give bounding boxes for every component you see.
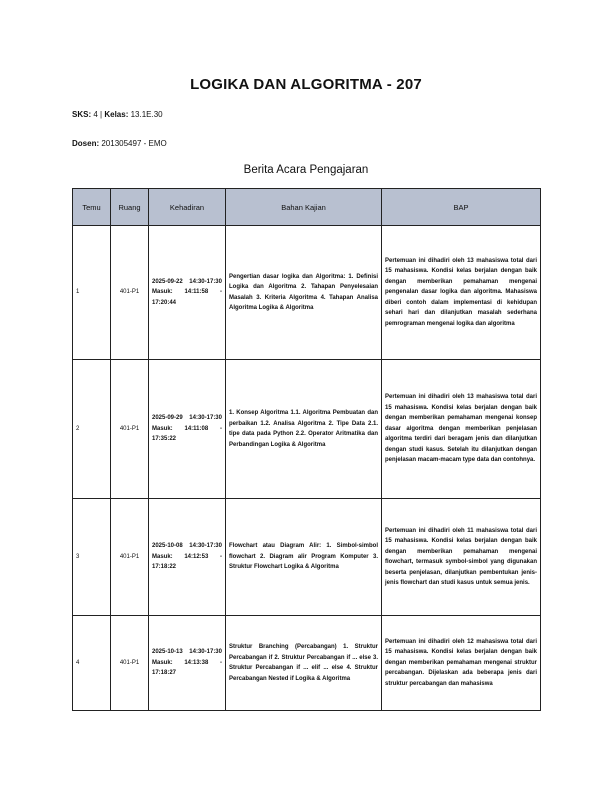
cell-ruang: 401-P1 (111, 499, 149, 616)
cell-bap: Pertemuan ini dihadiri oleh 13 mahasiswa total dari 15 mahasiswa. Kondisi kelas berjalan dengan baik dengan memberikan pemahaman mengenai konsep dasar algoritma dengan memberikan penjelasan algoritma terdiri dari beragam jenis dan dilanjutkan dengan studi kasus. Setelah itu dilanjutkan dengan penjelasan macam-macam type data dan contohnya. (382, 360, 541, 499)
cell-kehadiran: 2025-10-13 14:30-17:30 Masuk: 14:13:38 - 17:18:27 (149, 616, 226, 711)
cell-bahan-kajian: Struktur Branching (Percabangan) 1. Struktur Percabangan if 2. Struktur Percabangan if ... else 3. Struktur Percabangan if ... elif ... else 4. Struktur Percabangan Nested if Logika & Algoritma (226, 616, 382, 711)
cell-temu: 3 (73, 499, 111, 616)
kelas-value: 13.1E.30 (130, 110, 163, 119)
section-title: Berita Acara Pengajaran (243, 164, 369, 176)
cell-temu: 1 (73, 226, 111, 360)
table-row (73, 616, 541, 711)
cell-temu: 4 (73, 616, 111, 711)
cell-bap: Pertemuan ini dihadiri oleh 11 mahasiswa total dari 15 mahasiswa. Kondisi kelas berjalan dengan baik dengan memberikan pemahaman mengenai flowchart, termasuk symbol-simbol yang digunakan beserta penjelasan, dilanjutkan pembentukan jenis-jenis flowchart dan studi kasus untuk semua jenis. (382, 499, 541, 616)
dosen-label: Dosen: (72, 139, 100, 148)
cell-kehadiran: 2025-09-29 14:30-17:30 Masuk: 14:11:08 - 17:35:22 (149, 360, 226, 499)
header-temu: Temu (73, 189, 111, 226)
dosen-value: 201305497 - EMO (101, 139, 167, 148)
cell-bap: Pertemuan ini dihadiri oleh 12 mahasiswa total dari 15 mahasiswa. Kondisi kelas berjalan dengan baik dengan memberikan pemahaman mengenai struktur percabangan. Dijelaskan ada beberapa jenis dari struktur percabangan dan mahasiswa (382, 616, 541, 711)
teaching-record-table (72, 188, 541, 711)
kelas-label: Kelas: (104, 110, 129, 119)
table-row (73, 360, 541, 499)
cell-ruang: 401-P1 (111, 226, 149, 360)
table-header-row (73, 189, 541, 226)
table-row (73, 226, 541, 360)
header-ruang: Ruang (111, 189, 149, 226)
cell-kehadiran: 2025-10-08 14:30-17:30 Masuk: 14:12:53 - 17:18:22 (149, 499, 226, 616)
cell-temu: 2 (73, 360, 111, 499)
cell-bap: Pertemuan ini dihadiri oleh 13 mahasiswa total dari 15 mahasiswa. Kondisi kelas berjalan dengan baik dengan memberikan pemahaman mengenai pengenalan dasar logika dan algoritma. Mahasiswa diberi contoh dalam implementasi di kehidupan sehari hari dan dilanjutkan masalah sederhana pemrograman mengenai logika dan algoritma (382, 226, 541, 360)
cell-bahan-kajian: 1. Konsep Algoritma 1.1. Algoritma Pembuatan dan perbaikan 1.2. Analisa Algoritma 2. Tipe Data 2.1. tipe data pada Python 2.2. Operator Aritmatika dan Perbandingan Logika & Algoritma (226, 360, 382, 499)
header-kehadiran: Kehadiran (149, 189, 226, 226)
header-bap: BAP (382, 189, 541, 226)
document-title: LOGIKA DAN ALGORITMA - 207 (190, 76, 422, 93)
sks-value: 4 | (93, 110, 103, 119)
header-bahan-kajian: Bahan Kajian (226, 189, 382, 226)
cell-ruang: 401-P1 (111, 360, 149, 499)
cell-kehadiran: 2025-09-22 14:30-17:30 Masuk: 14:11:58 - 17:20:44 (149, 226, 226, 360)
cell-bahan-kajian: Pengertian dasar logika dan Algoritma: 1. Definisi Logika dan Algoritma 2. Tahapan Penyelesaian Masalah 3. Kriteria Algoritma 4. Tahapan Analisa Algoritma Logika & Algoritma (226, 226, 382, 360)
cell-ruang: 401-P1 (111, 616, 149, 711)
course-meta (72, 110, 163, 119)
table-row (73, 499, 541, 616)
cell-bahan-kajian: Flowchart atau Diagram Alir: 1. Simbol-simbol flowchart 2. Diagram alir Program Komputer 3. Struktur Flowchart Logika & Algoritma (226, 499, 382, 616)
sks-label: SKS: (72, 110, 92, 119)
lecturer-meta (72, 139, 167, 148)
